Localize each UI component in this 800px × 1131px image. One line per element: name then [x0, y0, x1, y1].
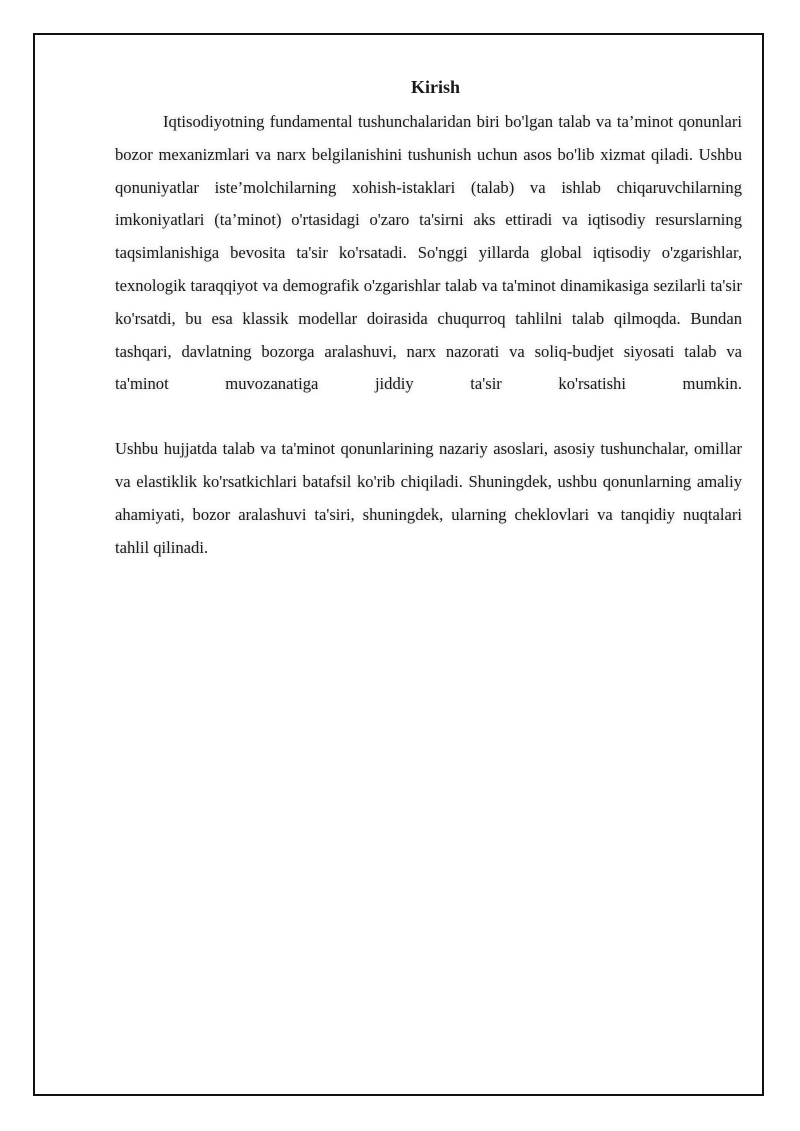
paragraph-summary: Ushbu hujjatda talab va ta'minot qonunlarining nazariy asoslari, asosiy tushunchalar, omillar va elastiklik ko'rsatkichlari batafsil ko'rib chiqiladi. Shuningdek, ushbu qonunlarning amaliy ahamiyati, bozor aralashuvi ta'siri, shuningdek, ularning cheklovlari va tanqidiy nuqtalari tahlil qilinadi.: [115, 439, 742, 557]
paragraph-spacer: [115, 401, 742, 433]
paragraph-introduction: Iqtisodiyotning fundamental tushunchalaridan biri bo'lgan talab va ta’minot qonunlari bozor mexanizmlari va narx belgilanishini tushunish uchun asos bo'lib xizmat qiladi. Ushbu qonuniyatlar iste’molchilarning xohish-istaklari (talab) va ishlab chiqaruvchilarning imkoniyatlari (ta’minot) o'rtasidagi o'zaro ta'sirni aks ettiradi va iqtisodiy resurslarning taqsimlanishiga bevosita ta'sir ko'rsatadi. So'nggi yillarda global iqtisodiy o'zgarishlar, texnologik taraqqiyot va demografik o'zgarishlar talab va ta'minot dinamikasiga sezilarli ta'sir ko'rsatdi, bu esa klassik modellar doirasida chuqurroq tahlilni talab qilmoqda. Bundan tashqari, davlatning bozorga aralashuvi, narx nazorati va soliq-budjet siyosati talab va ta'minot muvozanatiga jiddiy ta'sir ko'rsatishi mumkin.: [115, 112, 742, 394]
document-title: Kirish: [410, 77, 460, 97]
document-body: [115, 74, 742, 564]
